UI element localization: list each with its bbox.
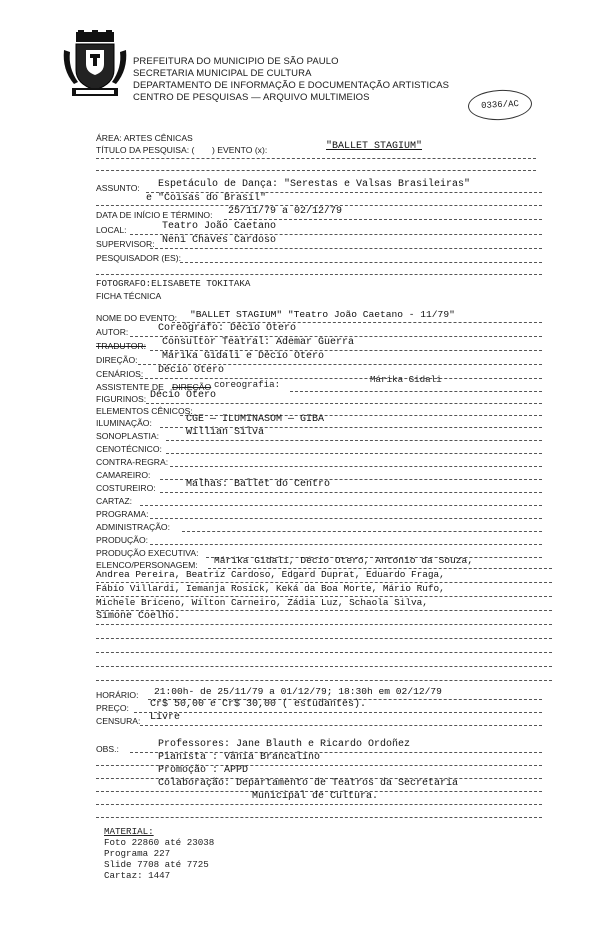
elementos-label: ELEMENTOS CÊNICOS:	[96, 406, 193, 416]
cenotecnico-label: CENOTÉCNICO:	[96, 444, 162, 454]
obs-line-4: Colaboração: Departamento de Teatros da Secretaria	[158, 778, 459, 789]
assistente-struck: DIREÇÃO	[172, 382, 212, 392]
material-line-4: Cartaz: 1447	[104, 870, 171, 881]
header-line-1: PREFEITURA DO MUNICIPIO DE SÃO PAULO	[133, 56, 339, 67]
iluminacao-label: ILUMINAÇÃO:	[96, 418, 152, 428]
sonoplastia-value: Willian Silva	[186, 427, 265, 438]
horario-label: HORÁRIO:	[96, 690, 139, 700]
data-label: DATA DE INÍCIO E TÉRMINO:	[96, 210, 213, 220]
tradutor-label: TRADUTOR:	[96, 341, 146, 351]
preco-label: PREÇO:	[96, 703, 129, 713]
contraregra-label: CONTRA-REGRA:	[96, 457, 169, 467]
local-label: LOCAL:	[96, 225, 127, 235]
elenco-line-3: Fábio Villardi, Iemanja Rosick, Keká da Boa Morte, Mário Rufo,	[96, 583, 445, 594]
assistente-value-2: Márika Gidali	[370, 374, 442, 385]
administracao-label: ADMINISTRAÇÃO:	[96, 522, 171, 532]
ficha-label: FICHA TÉCNICA	[96, 291, 162, 301]
autor-label: AUTOR:	[96, 327, 129, 337]
nome-value: "BALLET STAGIUM" "Teatro João Caetano - 11/79"	[190, 309, 455, 320]
obs-line-2: Pianista : Vânia Brancalino	[158, 752, 321, 763]
censura-label: CENSURA:	[96, 716, 141, 726]
producao-label: PRODUÇÃO:	[96, 535, 149, 545]
elenco-label: ELENCO/PERSONAGEM:	[96, 560, 198, 570]
assunto-value-1: Espetáculo de Dança: "Serestas e Valsas Brasileiras"	[158, 179, 471, 190]
producao-exec-label: PRODUÇÃO EXECUTIVA:	[96, 548, 199, 558]
autor-value: Coreógrafo: Décio Otero	[158, 323, 297, 334]
preco-value: Cr$ 50,00 e Cr$ 30,00 ( estudantes).	[150, 699, 367, 710]
camareiro-label: CAMAREIRO:	[96, 470, 151, 480]
censura-value: Livre	[150, 712, 181, 723]
evento-label: ) EVENTO (x):	[212, 145, 268, 155]
figurinos-value: Décio Otero	[150, 390, 217, 401]
cartaz-label: CARTAZ:	[96, 496, 132, 506]
area-label: ÁREA: ARTES CÊNICAS	[96, 133, 193, 143]
costureiro-label: COSTUREIRO:	[96, 483, 156, 493]
programa-label: PROGRAMA:	[96, 509, 149, 519]
obs-line-5: Municipal de Cultura.	[252, 791, 379, 802]
assistente-label: ASSISTENTE DE	[96, 382, 164, 392]
assunto-value-2: e "Coisas do Brasil"	[146, 193, 267, 204]
data-value: 25/11/79 a 02/12/79	[228, 206, 343, 217]
figurinos-label: FIGURINOS:	[96, 394, 147, 404]
material-line-1: Foto 22860 até 23038	[104, 837, 215, 848]
supervisor-label: SUPERVISOR:	[96, 239, 155, 249]
evento-value: "BALLET STAGIUM"	[326, 141, 423, 152]
titulo-label: TÍTULO DA PESQUISA: (	[96, 145, 195, 155]
horario-value: 21:00h- de 25/11/79 a 01/12/79; 18:30h em 02/12/79	[154, 686, 442, 697]
costureiro-value: Malhas: Ballet do Centro	[186, 479, 331, 490]
material-line-2: Programa 227	[104, 848, 171, 859]
obs-line-1: Professores: Jane Blauth e Ricardo Ordoñez	[158, 739, 411, 750]
coat-of-arms-icon	[62, 30, 128, 100]
header-line-4: CENTRO DE PESQUISAS — ARQUIVO MULTIMEIOS	[133, 92, 370, 103]
header-line-2: SECRETARIA MUNICIPAL DE CULTURA	[133, 68, 312, 79]
direcao-label: DIREÇÃO:	[96, 355, 138, 365]
supervisor-value: Neni Chaves Cardoso	[162, 235, 277, 246]
local-value: Teatro João Caetano	[162, 221, 277, 232]
material-line-3: Slide 7708 até 7725	[104, 859, 209, 870]
sonoplastia-label: SONOPLASTIA:	[96, 431, 160, 441]
obs-line-3: Promoção : APPD	[158, 765, 249, 776]
elenco-line-4: Michele Briceno, Wilton Carneiro, Zádia Luz, Schaola Silva,	[96, 597, 428, 608]
direcao-value: Márika Gidali e Décio Otero	[162, 351, 325, 362]
nome-label: NOME DO EVENTO:	[96, 313, 178, 323]
fotografo-label: FOTOGRAFO:ELISABETE TOKITAKA	[96, 278, 251, 289]
elenco-line-5: Simone Coelho.	[96, 611, 181, 622]
material-title: MATERIAL:	[104, 826, 154, 837]
cenarios-label: CENÁRIOS:	[96, 369, 144, 379]
obs-label: OBS.:	[96, 744, 119, 754]
assunto-label: ASSUNTO:	[96, 183, 140, 193]
elenco-line-1: Márika Gidali, Décio Otero, Antonio da Souza,	[214, 555, 474, 566]
elenco-line-2: Andrea Pereira, Beatriz Cardoso, Edgard Duprat, Eduardo Fraga,	[96, 569, 445, 580]
pesquisador-label: PESQUISADOR (ES):	[96, 253, 181, 263]
cenarios-value: Décio Otero	[158, 365, 225, 376]
assistente-value: coreografia:	[214, 379, 281, 390]
header-line-3: DEPARTAMENTO DE INFORMAÇÃO E DOCUMENTAÇÃO ARTISTICAS	[133, 80, 450, 91]
tradutor-value: Consultor Teatral: Ademar Guerra	[162, 337, 355, 348]
iluminacao-value: CGE — ILUMINASOM — GIBA	[186, 414, 325, 425]
archive-stamp: 0336/AC	[467, 88, 532, 121]
